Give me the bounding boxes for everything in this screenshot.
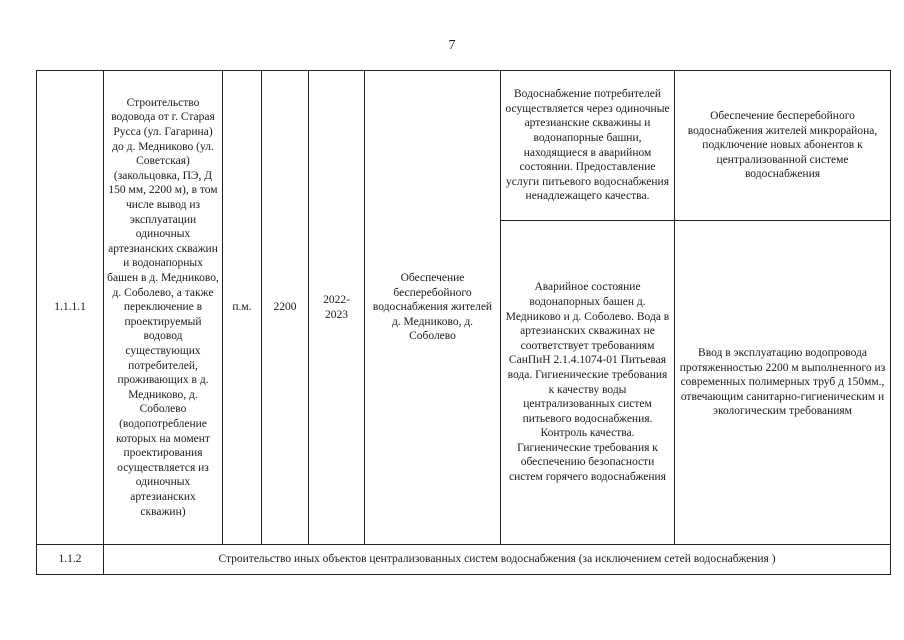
item-years-cell: [309, 71, 365, 545]
result-bottom: Ввод в эксплуатацию водопровода протяженностью 2200 м выполненного из современных полимерных труб д 150мм., отвечающим санитарно-гигиеническим и экологическим требованиям: [679, 347, 886, 418]
item-years: 2022-2023: [323, 293, 350, 321]
item-description-cell: [104, 71, 223, 545]
result-top-cell: [675, 71, 891, 221]
problem-top-cell: [501, 71, 675, 221]
table-row: [37, 545, 891, 575]
result-bottom-cell: [675, 221, 891, 545]
item-id: 1.1.1.1: [54, 301, 86, 314]
item-quantity-cell: [262, 71, 309, 545]
item-goal-cell: [365, 71, 501, 545]
table-row: [37, 71, 891, 221]
item-description-cell: [104, 545, 891, 575]
item-id-cell: [37, 71, 104, 545]
item-goal: Обеспечение бесперебойного водоснабжения жителей д. Медниково, д. Соболево: [372, 272, 493, 343]
item-description: Строительство водовода от г. Старая Русса (ул. Гагарина) до д. Медниково (ул. Советская) (закольцовка, ПЭ, Д 150 мм, 2200 м), в том числе вывод из эксплуатации одиночных артезианских скважин и водонапорных башен в д. Медниково, д. Соболево, а также переключение в проектируемый водовод существующих потребителей, проживающих в д. Медниково, д. Соболево (водопотребление которых на момент проектирования осуществляется из одиночных артезианских скважин): [107, 96, 219, 518]
measures-table: [36, 70, 891, 575]
item-unit-cell: [223, 71, 262, 545]
problem-top: Водоснабжение потребителей осуществляется через одиночные артезианские скважины и водонапорные башни, находящиеся в аварийном состоянии. Предоставление услуги питьевого водоснабжения ненадлежащего качества.: [505, 88, 670, 203]
item-id-cell: [37, 545, 104, 575]
problem-bottom-cell: [501, 221, 675, 545]
item-description: Строительство иных объектов централизованных систем водоснабжения (за исключением сетей водоснабжения ): [218, 553, 776, 566]
item-id: 1.1.2: [58, 553, 82, 566]
item-unit: п.м.: [232, 301, 252, 314]
item-quantity: 2200: [273, 301, 297, 314]
problem-bottom: Аварийное состояние водонапорных башен д. Медниково и д. Соболево. Вода в артезианских скважинах не соответствует требованиям СанПиН 2.1.4.1074-01 Питьевая вода. Гигиенические требования к качеству воды централизованных систем питьевого водоснабжения. Контроль качества. Гигиенические требования к обеспечению безопасности систем горячего водоснабжения: [505, 281, 670, 484]
result-top: Обеспечение бесперебойного водоснабжения жителей микрорайона, подключение новых абонентов к централизованной системе водоснабжения: [687, 110, 878, 181]
page-number: 7: [448, 38, 456, 53]
